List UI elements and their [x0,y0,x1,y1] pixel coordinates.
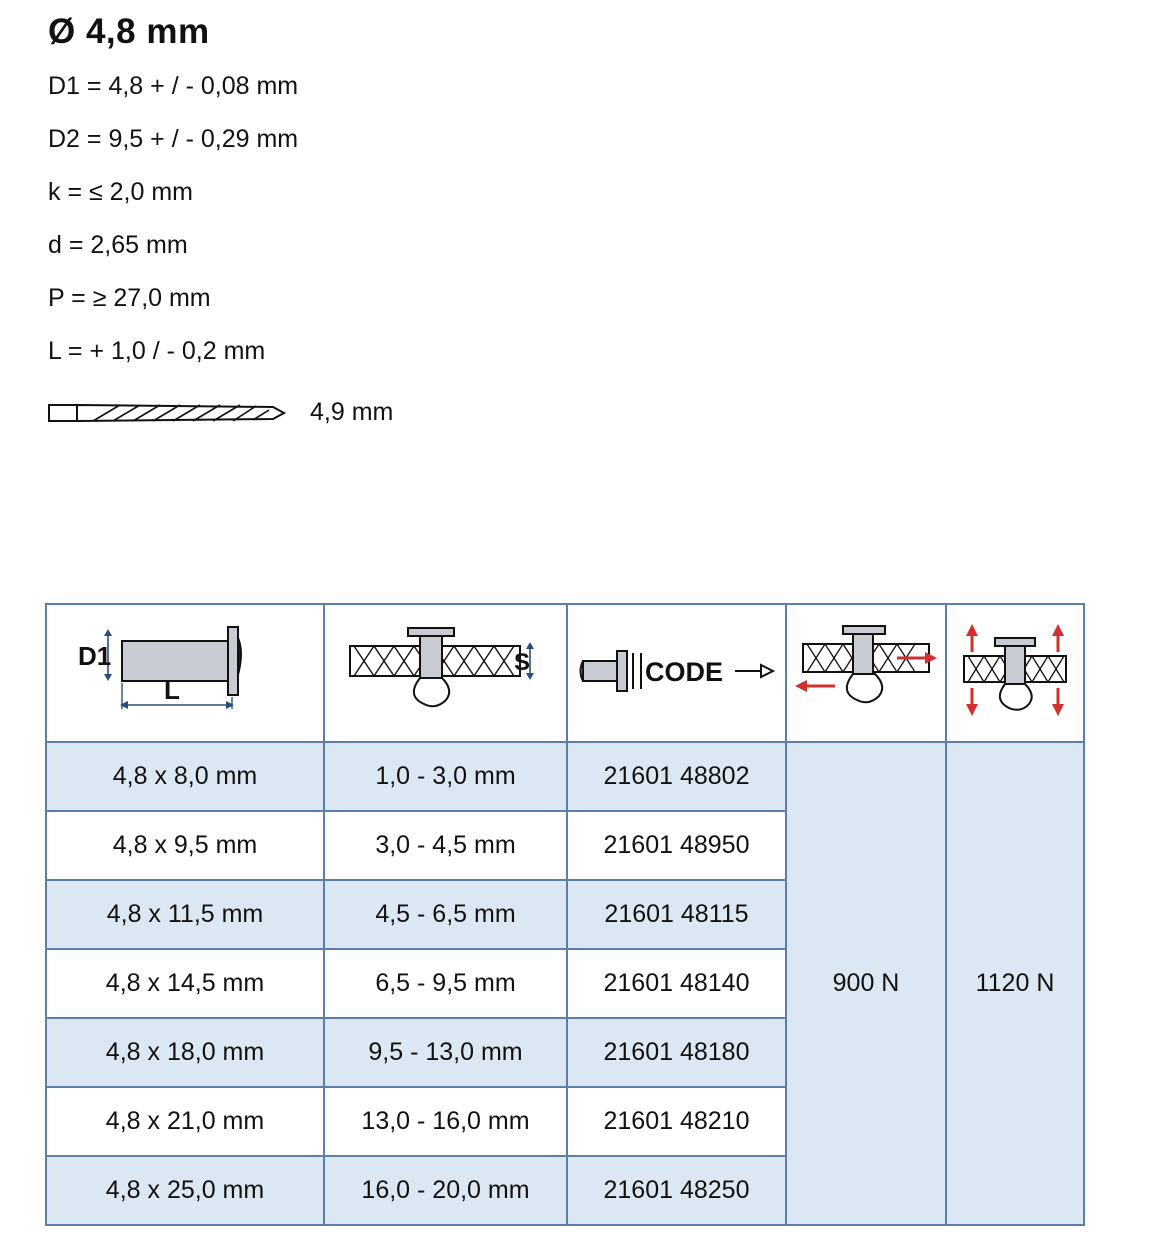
cell-code: 21601 48140 [567,949,786,1018]
cell-size: 4,8 x 8,0 mm [46,742,324,811]
rivet-code-icon [577,633,777,713]
cell-code: 21601 48250 [567,1156,786,1225]
cell-code: 21601 48180 [567,1018,786,1087]
cell-tensile-force: 1120 N [946,742,1084,1225]
cell-shear-force: 900 N [786,742,946,1225]
cell-size: 4,8 x 21,0 mm [46,1087,324,1156]
cell-size: 4,8 x 14,5 mm [46,949,324,1018]
cell-code: 21601 48950 [567,811,786,880]
rivet-table [45,603,1085,1226]
shear-force-icon [791,618,941,728]
header-cell-clamping-range [324,604,567,742]
table-header-row [46,604,1084,742]
spec-line-p: P = ≥ 27,0 mm [48,284,211,312]
header-cell-shear-force [786,604,946,742]
header-cell-dimensions [46,604,324,742]
header-cell-tensile-force [946,604,1084,742]
cell-clamp: 1,0 - 3,0 mm [324,742,567,811]
cell-size: 4,8 x 25,0 mm [46,1156,324,1225]
label-s: S [514,649,531,676]
rivet-table-wrapper [45,603,1085,1226]
header-cell-code [567,604,786,742]
cell-clamp: 13,0 - 16,0 mm [324,1087,567,1156]
cell-size: 4,8 x 9,5 mm [46,811,324,880]
cell-clamp: 4,5 - 6,5 mm [324,880,567,949]
spec-line-d: d = 2,65 mm [48,231,188,259]
label-l: L [164,675,180,705]
label-code: CODE [644,657,723,687]
cell-code: 21601 48802 [567,742,786,811]
cell-code: 21601 48115 [567,880,786,949]
cell-clamp: 16,0 - 20,0 mm [324,1156,567,1225]
cell-code: 21601 48210 [567,1087,786,1156]
spec-line-l: L = + 1,0 / - 0,2 mm [48,337,266,365]
cell-clamp: 3,0 - 4,5 mm [324,811,567,880]
drill-bit-icon [48,399,288,427]
spec-line-d1: D1 = 4,8 + / - 0,08 mm [48,72,299,100]
cell-size: 4,8 x 11,5 mm [46,880,324,949]
cell-size: 4,8 x 18,0 mm [46,1018,324,1087]
spec-line-k: k = ≤ 2,0 mm [48,178,194,206]
drill-size-label: 4,9 mm [310,398,394,426]
drill-size-row [48,398,748,427]
rivet-dimensions-d1-l-icon [60,613,310,733]
specification-block [48,12,748,427]
cell-clamp: 9,5 - 13,0 mm [324,1018,567,1087]
label-d1: D1 [78,641,112,671]
table-row [46,742,1084,811]
tensile-force-icon [950,618,1080,728]
clamping-range-s-icon [338,618,553,728]
cell-clamp: 6,5 - 9,5 mm [324,949,567,1018]
page-title: Ø 4,8 mm [48,12,210,51]
spec-line-d2: D2 = 9,5 + / - 0,29 mm [48,125,299,153]
